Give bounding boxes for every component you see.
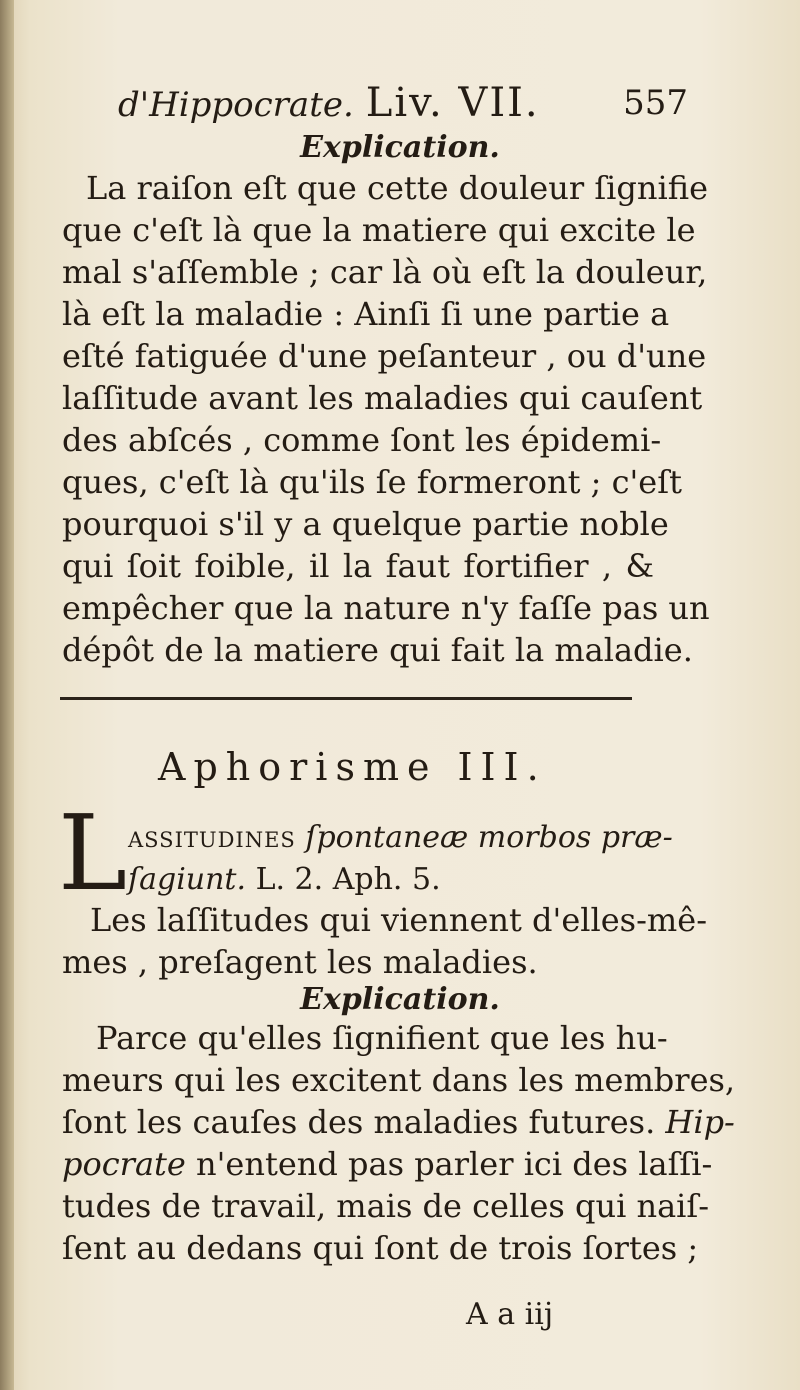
text-line: que c'eſt là que la matiere qui excite le (62, 211, 696, 249)
binding-gutter (0, 0, 14, 1390)
latin-italic-2: ſagiunt. (128, 862, 247, 897)
text-line: dépôt de la matiere qui fait la maladie. (62, 631, 693, 669)
drop-cap: L (58, 792, 128, 914)
text-italic-name: Hip- (665, 1103, 735, 1141)
text-italic-name: pocrate (62, 1145, 186, 1183)
header-work-title: d'Hippocrate. (118, 85, 354, 125)
latin-aphorism-line-1 (128, 818, 673, 858)
page-number: 557 (623, 83, 688, 123)
text-line: tudes de travail, mais de celles qui naiſ- (62, 1187, 710, 1225)
text-line: pourquoi s'il y a quelque partie noble (62, 505, 669, 543)
section-divider (60, 697, 632, 700)
text-segment: ſont les cauſes des maladies futures. (62, 1103, 666, 1141)
text-line: Parce qu'elles ſignifient que les hu- (96, 1019, 668, 1057)
latin-italic: ſpontaneæ morbos præ- (305, 820, 673, 855)
latin-aphorism-line-2 (128, 860, 441, 900)
text-line: là eſt la maladie : Ainſi ſi une partie a (62, 295, 670, 333)
text-line: La raiſon eſt que cette douleur ſignifie (86, 169, 708, 207)
text-line (62, 1144, 713, 1184)
header-book: Liv. VII. (365, 80, 540, 126)
text-line: mal s'aſſemble ; car là où eſt la douleur, (62, 253, 708, 291)
text-segment: n'entend pas parler ici des laſſi- (185, 1145, 713, 1183)
text-line: des abſcés , comme ſont les épidemi- (62, 421, 662, 459)
explication-heading-2: Explication. (300, 982, 500, 1017)
aphorism-title: Aphorisme III. (158, 745, 547, 789)
text-line: laſſitude avant les maladies qui cauſent (62, 379, 703, 417)
text-line: empêcher que la nature n'y faſſe pas un (62, 589, 710, 627)
text-line: mes , preſagent les maladies. (62, 943, 538, 981)
signature-mark: A a iij (466, 1297, 554, 1332)
text-line (62, 1102, 735, 1142)
explication-heading-1: Explication. (300, 130, 500, 165)
text-line: ques, c'eſt là qu'ils ſe formeront ; c'eſt (62, 463, 682, 501)
text-line: eſté fatiguée d'une peſanteur , ou d'une (62, 337, 707, 375)
text-line: meurs qui les excitent dans les membres, (62, 1061, 736, 1099)
text-line: qui ſoit foible, il la faut fortifier , & (62, 547, 654, 585)
running-header (118, 78, 688, 128)
aphorism-reference: L. 2. Aph. 5. (246, 862, 441, 897)
text-line: ſent au dedans qui ſont de trois ſortes ; (62, 1229, 699, 1267)
text-line: Les laſſitudes qui viennent d'elles-mê- (90, 901, 707, 939)
latin-caps: assitudines (128, 820, 296, 855)
